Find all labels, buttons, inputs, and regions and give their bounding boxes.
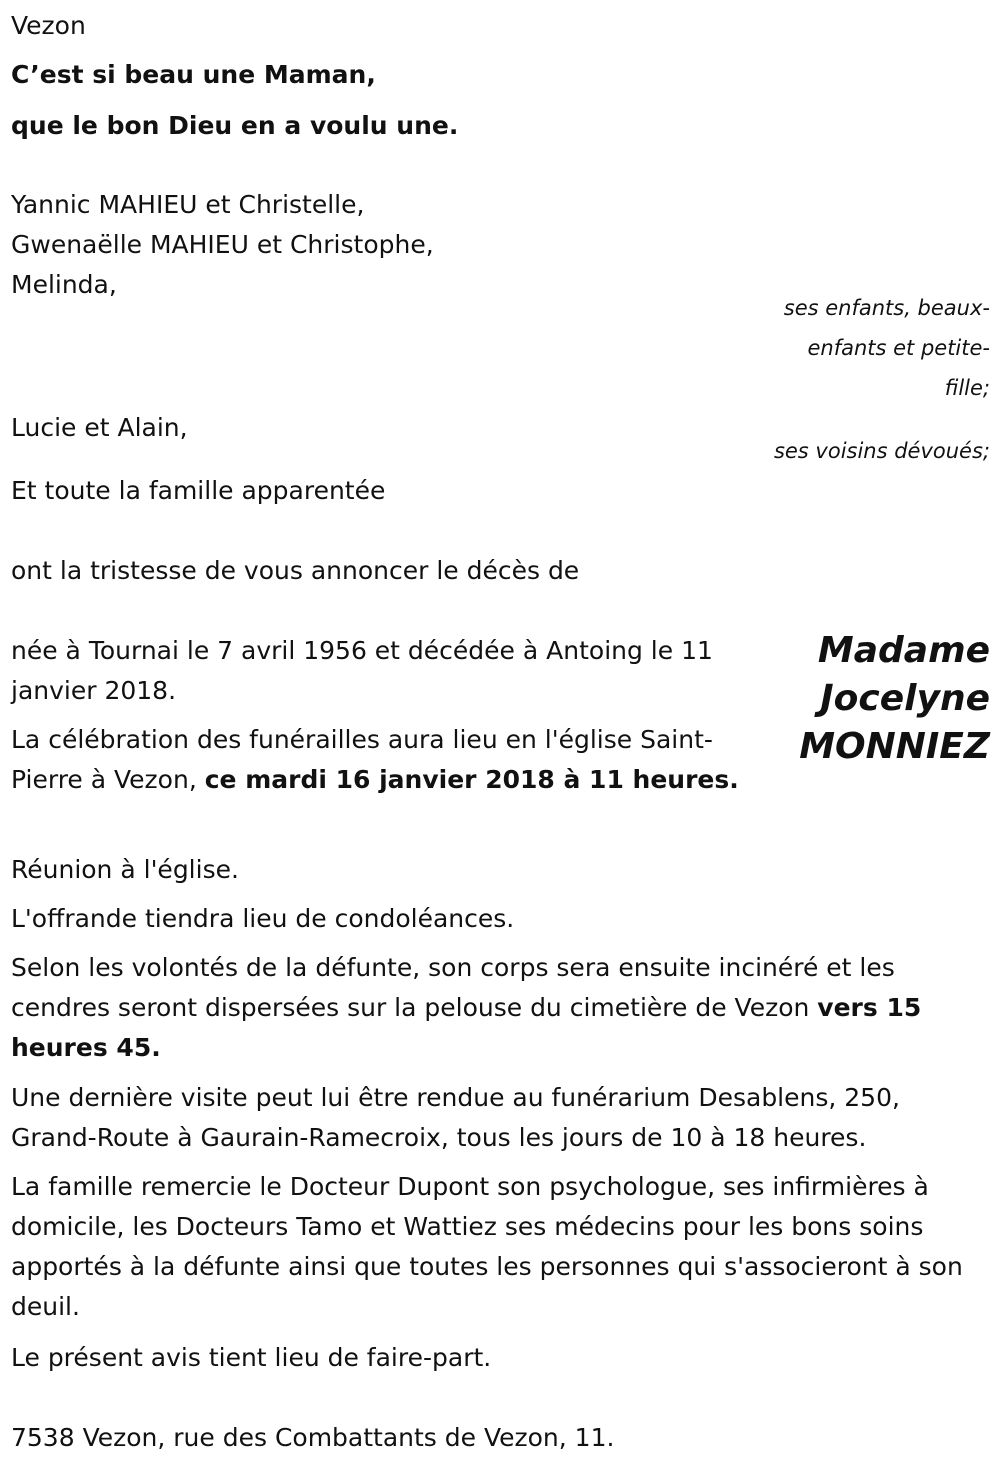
relation-label: ses enfants, beaux- [783, 296, 990, 320]
relatives: Et toute la famille apparentée [11, 476, 386, 505]
cremation-text: Selon les volontés de la défunte, son corps sera ensuite incinéré et les cendres seront dispersées sur la pelouse du cimetière de Vezon [11, 953, 895, 1022]
offering: L'offrande tiendra lieu de condoléances. [11, 904, 515, 933]
ceremony [11, 720, 771, 800]
family-member: Yannic MAHIEU et Christelle, [11, 190, 365, 219]
ceremony-date: ce mardi 16 janvier 2018 à 11 heures. [204, 765, 739, 794]
family-member: Gwenaëlle MAHIEU et Christophe, [11, 230, 434, 259]
deceased-first-name: Jocelyne [820, 678, 990, 719]
visit: Une dernière visite peut lui être rendue au funérarium Desablens, 250, Grand-Route à Gaurain-Ramecroix, tous les jours de 10 à 18 heures. [11, 1083, 900, 1152]
cremation-time: vers 15 heures 45. [11, 993, 922, 1062]
verse-line-1: C’est si beau une Maman, [11, 60, 376, 89]
cremation [11, 948, 991, 1068]
deceased-title: Madame [817, 630, 990, 671]
ceremony-text: La célébration des funérailles aura lieu en l'église Saint-Pierre à Vezon, [11, 725, 713, 794]
notice: Le présent avis tient lieu de faire-part. [11, 1343, 492, 1372]
town-header: Vezon [11, 11, 86, 40]
deceased-name [799, 627, 990, 771]
meeting: Réunion à l'église. [11, 855, 239, 884]
address: 7538 Vezon, rue des Combattants de Vezon, 11. [11, 1423, 615, 1452]
thanks: La famille remercie le Docteur Dupont son psychologue, ses infirmières à domicile, les Docteurs Tamo et Wattiez ses médecins pour les bons soins apportés à la défunte ainsi que toutes les personnes qui s'associeront à son deuil. [11, 1172, 963, 1321]
neighbors-relation: ses voisins dévoués; [773, 439, 990, 463]
announcement: ont la tristesse de vous annoncer le décès de [11, 556, 580, 585]
relation-label: enfants et petite- [807, 336, 990, 360]
relation-label: fille; [944, 376, 990, 400]
deceased-last-name: MONNIEZ [799, 726, 990, 767]
birth-death: née à Tournai le 7 avril 1956 et décédée à Antoing le 11 janvier 2018. [11, 636, 713, 705]
neighbors: Lucie et Alain, [11, 413, 188, 442]
verse-line-2: que le bon Dieu en a voulu une. [11, 111, 459, 140]
family-member: Melinda, [11, 270, 117, 299]
